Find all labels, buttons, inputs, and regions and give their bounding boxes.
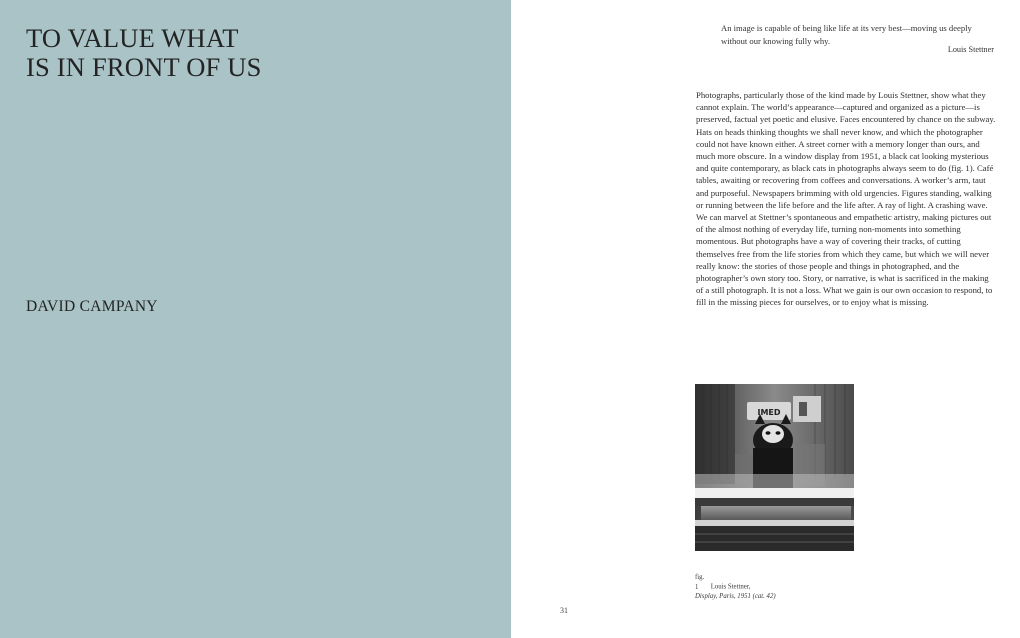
right-page (511, 0, 1020, 638)
caption-line-1 (695, 573, 855, 592)
caption-figure-label: fig. 1 (695, 574, 705, 591)
epigraph-author: Louis Stettner (947, 45, 994, 54)
chapter-author: DAVID CAMPANY (26, 298, 158, 315)
photo-display-paris (695, 384, 854, 551)
page-number: 31 (560, 606, 568, 615)
photo-sign-text: IMED (757, 408, 781, 417)
epigraph-quote: An image is capable of being like life at its very best—moving us deeply without our knowing fully why. (721, 23, 972, 46)
figure-photograph (695, 384, 854, 551)
figure-caption (695, 573, 855, 602)
body-text: Photographs, particularly those of the kind made by Louis Stettner, show what they cannot explain. The world’s appearance—captured and organized as a picture—is preserved, factual yet poetic and elusive. Faces encountered by chance on the subway. Hats on heads thinking thoughts we shall never know, and which the photographer could not have known either. A street corner with a memory longer than ours, and much more obscure. In a window display from 1951, a black cat looking mysterious and quite contemporary, as black cats in photographs always seem to do (fig. 1). Café tables, awaiting or recovering from coffees and conversations. A worker’s arm, taut and purposeful. Newspapers brimming with old urgencies. Figures standing, walking or running between the life before and the life after. A ray of light. A crashing wave. We can marvel at Stettner’s spontaneous and empathetic artistry, making pictures out of the almost nothing of everyday life, turning non-moments into something momentous. But photographs have a way of covering their tracks, of cutting themselves free from the life stories from which they came, but which we will never really know: the stories of those people and things in photographed, and the photographer’s own story too. Story, or narrative, is what is sacrificed in the making of a still photograph. It is not a loss. What we gain is our own occasion to respond, to fill in the missing pieces for ourselves, or to enjoy what is missing. (696, 90, 996, 308)
caption-line-2: Display, Paris, 1951 (cat. 42) (695, 593, 776, 600)
caption-artist: Louis Stettner, (710, 583, 751, 591)
chapter-title: TO VALUE WHAT IS IN FRONT OF US (26, 23, 262, 82)
